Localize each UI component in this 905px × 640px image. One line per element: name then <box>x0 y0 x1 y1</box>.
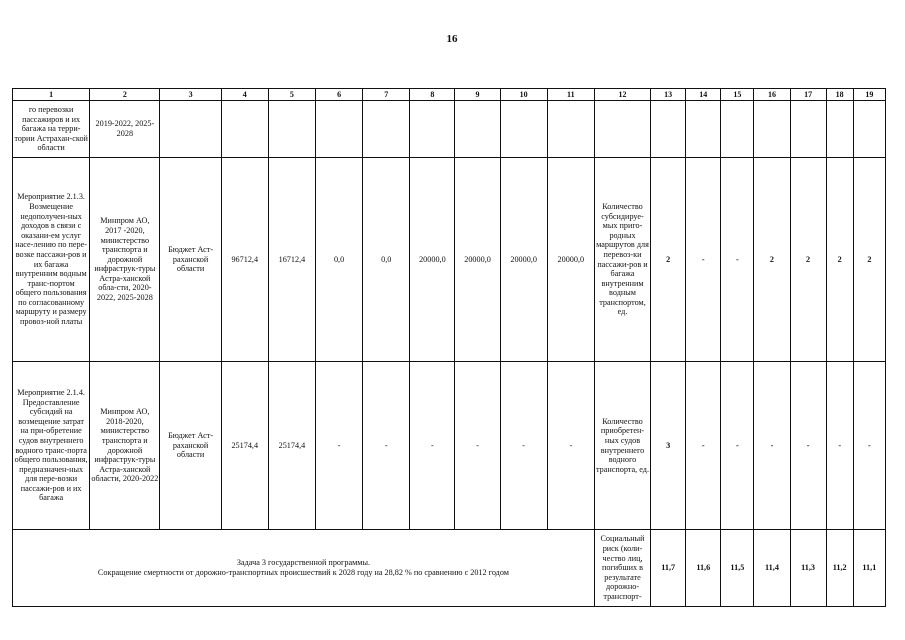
column-number: 8 <box>410 89 455 101</box>
column-number: 4 <box>221 89 268 101</box>
task-description <box>13 530 595 607</box>
value-cell: - <box>316 362 363 530</box>
column-number: 10 <box>500 89 547 101</box>
value-cell: 20000,0 <box>547 158 594 362</box>
responsible-cell: Минпром АО, 2017 -2020, министерство транспорта и дорожной инфраструк-туры Астра-ханской обла-сти, 2020-2022, 2025-2028 <box>90 158 160 362</box>
program-table <box>12 88 886 607</box>
indicator-value-cell: - <box>686 158 721 362</box>
column-number: 7 <box>363 89 410 101</box>
indicator-value-cell: 11,3 <box>790 530 826 607</box>
indicator-value-cell: - <box>790 362 826 530</box>
value-cell: - <box>500 362 547 530</box>
source-cell: Бюджет Аст-раханской области <box>160 362 221 530</box>
value-cell: 25174,4 <box>221 362 268 530</box>
column-number: 5 <box>268 89 315 101</box>
column-number: 16 <box>754 89 790 101</box>
column-number: 18 <box>826 89 853 101</box>
indicator-value-cell: 11,5 <box>721 530 754 607</box>
value-cell: - <box>455 362 500 530</box>
value-cell: 16712,4 <box>268 158 315 362</box>
indicator-value-cell: 11,2 <box>826 530 853 607</box>
column-number: 3 <box>160 89 221 101</box>
task-text: Сокращение смертности от дорожно-транспортных происшествий к 2028 году на 28,82 % по сравнению с 2012 годом <box>97 568 509 577</box>
indicator-cell: Социальный риск (коли-чество лиц, погибших в результате дорожно-транспорт- <box>594 530 650 607</box>
source-cell <box>160 101 221 158</box>
indicator-cell: Количество субсидируе-мых приго-родных маршрутов для перевоз-ки пассажи-ров и багажа внутренним водным транспортом, ед. <box>594 158 650 362</box>
indicator-value-cell: 11,7 <box>651 530 686 607</box>
value-cell: - <box>410 362 455 530</box>
indicator-value-cell: 2 <box>826 158 853 362</box>
value-cell: 20000,0 <box>500 158 547 362</box>
indicator-value-cell: - <box>826 362 853 530</box>
indicator-value-cell: - <box>853 362 885 530</box>
indicator-cell: Количество приобретен-ных судов внутреннего водного транспорта, ед. <box>594 362 650 530</box>
indicator-value-cell: 11,4 <box>754 530 790 607</box>
indicator-value-cell: - <box>754 362 790 530</box>
value-cell: 25174,4 <box>268 362 315 530</box>
indicator-value-cell: 2 <box>651 158 686 362</box>
indicator-value-cell: 3 <box>651 362 686 530</box>
column-number: 9 <box>455 89 500 101</box>
measure-cell: Мероприятие 2.1.4. Предоставление субсидий на возмещение затрат на при-обретение судов внутреннего водного транс-порта общего пользования, предназначен-ных для пере-возки пассажи-ров и их багажа <box>13 362 90 530</box>
value-cell: 0,0 <box>363 158 410 362</box>
indicator-value-cell: 11,6 <box>686 530 721 607</box>
indicator-value-cell: - <box>686 362 721 530</box>
column-number: 14 <box>686 89 721 101</box>
task-row <box>13 530 886 607</box>
table-row <box>13 101 886 158</box>
column-number: 11 <box>547 89 594 101</box>
value-cell: 20000,0 <box>410 158 455 362</box>
value-cell: - <box>363 362 410 530</box>
column-number: 6 <box>316 89 363 101</box>
source-cell: Бюджет Аст-раханской области <box>160 158 221 362</box>
task-title: Задача 3 государственной программы. <box>236 558 370 568</box>
table-row <box>13 158 886 362</box>
column-number: 15 <box>721 89 754 101</box>
page-number: 16 <box>446 33 458 45</box>
column-number-row <box>13 89 886 101</box>
column-number: 12 <box>594 89 650 101</box>
column-number: 13 <box>651 89 686 101</box>
value-cell: - <box>547 362 594 530</box>
column-number: 1 <box>13 89 90 101</box>
indicator-value-cell: 2 <box>853 158 885 362</box>
column-number: 17 <box>790 89 826 101</box>
value-cell: 96712,4 <box>221 158 268 362</box>
value-cell: 20000,0 <box>455 158 500 362</box>
indicator-value-cell: - <box>721 158 754 362</box>
indicator-value-cell: - <box>721 362 754 530</box>
measure-cell: го перевозки пассажиров и их багажа на терри-тории Астрахан-ской области <box>13 101 90 158</box>
column-number: 19 <box>853 89 885 101</box>
indicator-value-cell: 2 <box>790 158 826 362</box>
indicator-value-cell: 2 <box>754 158 790 362</box>
table-row <box>13 362 886 530</box>
value-cell: 0,0 <box>316 158 363 362</box>
indicator-value-cell: 11,1 <box>853 530 885 607</box>
responsible-cell: 2019-2022, 2025-2028 <box>90 101 160 158</box>
column-number: 2 <box>90 89 160 101</box>
responsible-cell: Минпром АО, 2018-2020, министерство транспорта и дорожной инфраструк-туры Астра-ханской области, 2020-2022 <box>90 362 160 530</box>
measure-cell: Мероприятие 2.1.3. Возмещение недополучен-ных доходов в связи с оказани-ем услуг насе-лению по пере-возке пассажи-ров и их багажа внутренним водным транс-портом общего пользования по согласованному маршруту и размеру провоз-ной платы <box>13 158 90 362</box>
